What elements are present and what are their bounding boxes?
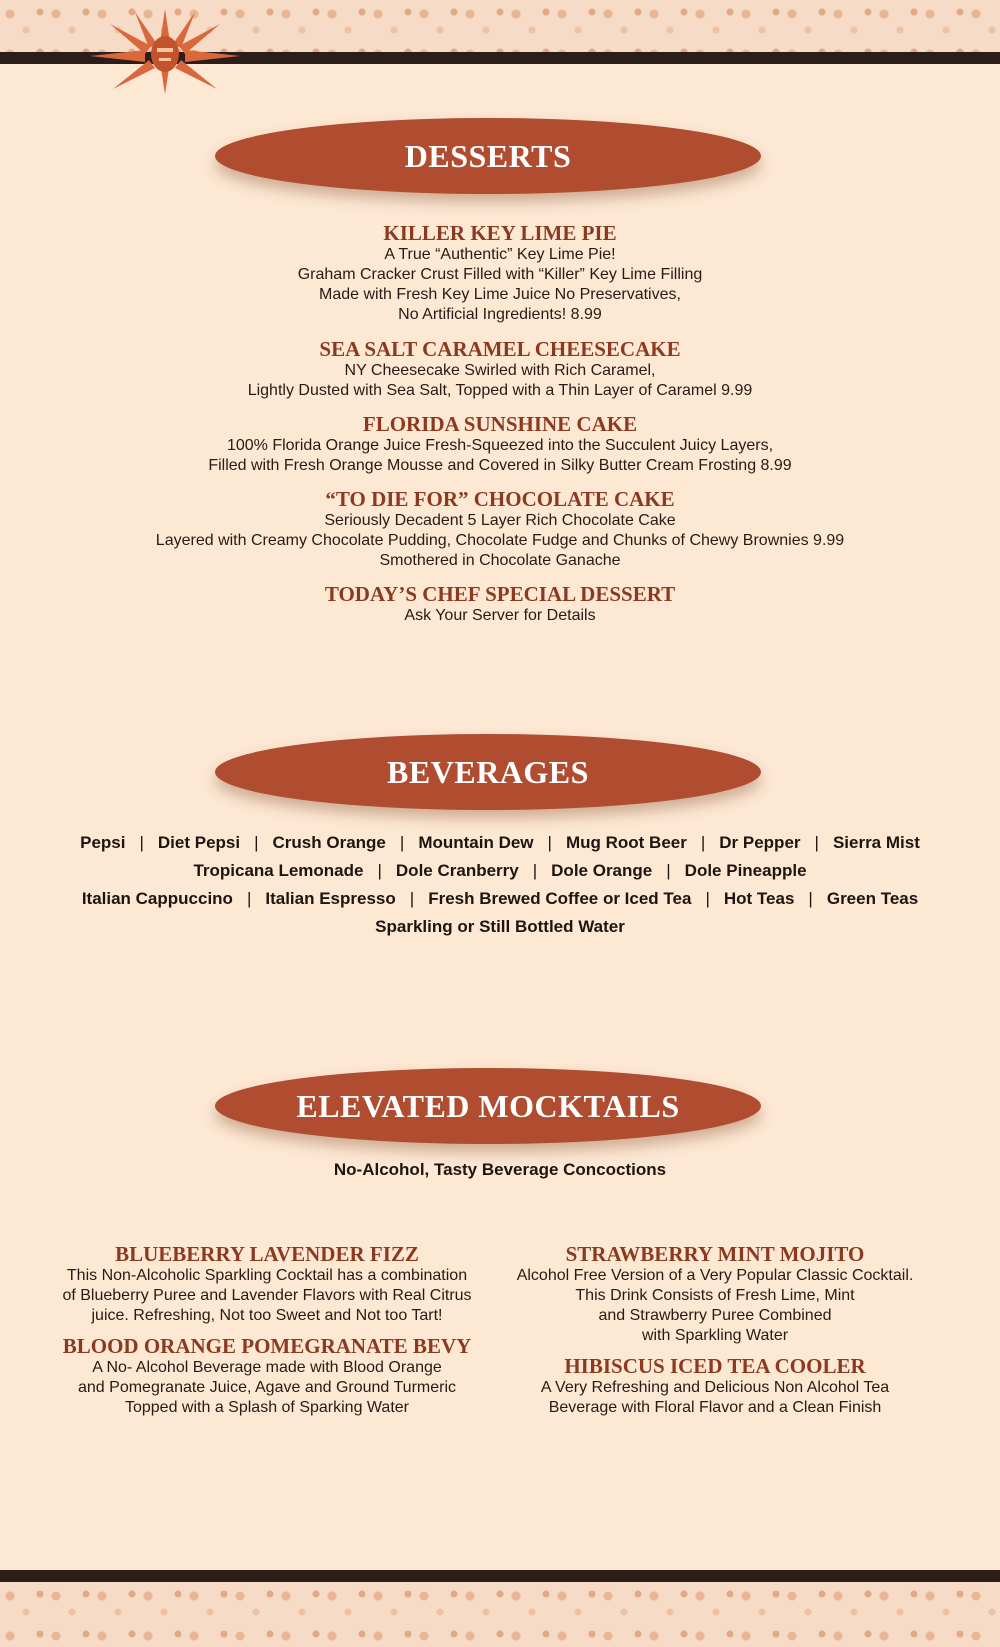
dessert-description-line: NY Cheesecake Swirled with Rich Caramel, — [344, 362, 656, 379]
beverage-item: Pepsi — [80, 833, 126, 852]
dessert-description-line: Filled with Fresh Orange Mousse and Covered in Silky Butter Cream Frosting 8.99 — [208, 457, 792, 474]
mocktail-description-line: Beverage with Floral Flavor and a Clean Finish — [548, 1399, 882, 1416]
beverage-separator: | — [254, 833, 259, 852]
beverage-separator: | — [139, 833, 144, 852]
beverage-row — [0, 829, 1000, 857]
mocktail-description-line: and Strawberry Puree Combined — [598, 1307, 832, 1324]
beverage-separator: | — [808, 889, 813, 908]
beverage-item: Sierra Mist — [832, 833, 920, 852]
dessert-title: “TO DIE FOR” CHOCOLATE CAKE — [325, 487, 675, 511]
beverage-separator: | — [377, 861, 382, 880]
dessert-title: FLORIDA SUNSHINE CAKE — [362, 412, 638, 436]
dessert-item — [0, 488, 1000, 571]
beverage-item: Sparkling or Still Bottled Water — [375, 917, 625, 936]
dessert-item — [0, 338, 1000, 401]
beverage-separator: | — [814, 833, 819, 852]
mocktail-description-line: Topped with a Splash of Sparking Water — [124, 1399, 409, 1416]
beverage-item: Dole Cranberry — [395, 861, 519, 880]
dessert-description-line: Graham Cracker Crust Filled with “Killer” Key Lime Filling — [297, 266, 703, 283]
mocktail-item — [52, 1335, 482, 1418]
beverage-item: Mug Root Beer — [565, 833, 687, 852]
tiki-sunburst-icon — [85, 4, 245, 99]
dessert-item — [0, 222, 1000, 325]
mocktail-description-line: A Very Refreshing and Delicious Non Alcohol Tea — [540, 1379, 890, 1396]
beverage-item: Hot Teas — [723, 889, 795, 908]
desserts-list — [0, 222, 1000, 638]
dessert-description-line: Seriously Decadent 5 Layer Rich Chocolate Cake — [324, 512, 676, 529]
decorative-bottom-band — [0, 1582, 1000, 1647]
dessert-description-line: Smothered in Chocolate Ganache — [379, 552, 621, 569]
dessert-item — [0, 413, 1000, 476]
mocktail-title: STRAWBERRY MINT MOJITO — [565, 1242, 865, 1266]
beverage-separator: | — [547, 833, 552, 852]
dessert-description-line: Lightly Dusted with Sea Salt, Topped with a Thin Layer of Caramel 9.99 — [247, 382, 753, 399]
mocktail-description-line: juice. Refreshing, Not too Sweet and Not too Tart! — [91, 1307, 443, 1324]
beverage-item: Crush Orange — [272, 833, 386, 852]
mocktail-item — [500, 1243, 930, 1346]
beverage-item: Mountain Dew — [418, 833, 534, 852]
mocktails-left-column — [52, 1243, 482, 1427]
beverage-item: Dr Pepper — [719, 833, 801, 852]
mocktail-item — [52, 1243, 482, 1326]
mocktail-description-line: of Blueberry Puree and Lavender Flavors with Real Citrus — [62, 1287, 472, 1304]
dessert-description-line: Layered with Creamy Chocolate Pudding, Chocolate Fudge and Chunks of Chewy Brownies 9.99 — [155, 532, 845, 549]
dessert-description-line: No Artificial Ingredients! 8.99 — [398, 306, 602, 323]
mocktail-description-line: with Sparkling Water — [641, 1327, 789, 1344]
beverage-row — [0, 857, 1000, 885]
mocktails-heading: ELEVATED MOCKTAILS — [215, 1068, 761, 1144]
dessert-description-line: Made with Fresh Key Lime Juice No Preservatives, — [319, 286, 681, 303]
beverage-row — [0, 885, 1000, 913]
mocktail-description-line: and Pomegranate Juice, Agave and Ground Turmeric — [78, 1379, 456, 1396]
beverage-item: Tropicana Lemonade — [193, 861, 364, 880]
dessert-item — [0, 583, 1000, 626]
mocktail-description-line: This Non-Alcoholic Sparkling Cocktail has a combination — [66, 1267, 468, 1284]
beverage-separator: | — [399, 833, 405, 852]
beverage-separator: | — [246, 889, 252, 908]
beverage-separator: | — [409, 889, 415, 908]
dessert-title: SEA SALT CARAMEL CHEESECAKE — [319, 337, 681, 361]
beverage-separator: | — [532, 861, 538, 880]
dessert-description-line: 100% Florida Orange Juice Fresh-Squeezed into the Succulent Juicy Layers, — [226, 437, 774, 454]
beverage-separator: | — [666, 861, 671, 880]
beverage-separator: | — [705, 889, 710, 908]
mocktails-subtitle: No-Alcohol, Tasty Beverage Concoctions — [333, 1160, 667, 1179]
beverage-item: Diet Pepsi — [157, 833, 241, 852]
beverage-item: Dole Pineapple — [684, 861, 807, 880]
mocktail-title: BLOOD ORANGE POMEGRANATE BEVY — [62, 1334, 472, 1358]
dessert-description-line: A True “Authentic” Key Lime Pie! — [384, 246, 616, 263]
beverages-heading: BEVERAGES — [215, 734, 761, 810]
mocktail-item — [500, 1355, 930, 1418]
mocktail-description-line: A No- Alcohol Beverage made with Blood Orange — [92, 1359, 442, 1376]
mocktail-title: HIBISCUS ICED TEA COOLER — [564, 1354, 866, 1378]
beverage-item: Green Teas — [826, 889, 919, 908]
mocktail-description-line: This Drink Consists of Fresh Lime, Mint — [575, 1287, 855, 1304]
mocktail-description-line: Alcohol Free Version of a Very Popular Classic Cocktail. — [516, 1267, 914, 1284]
beverage-item: Italian Cappuccino — [81, 889, 233, 908]
beverage-item: Italian Espresso — [265, 889, 396, 908]
dessert-title: KILLER KEY LIME PIE — [383, 221, 617, 245]
beverages-list — [0, 829, 1000, 941]
mocktail-title: BLUEBERRY LAVENDER FIZZ — [115, 1242, 419, 1266]
dessert-title: TODAY’S CHEF SPECIAL DESSERT — [324, 582, 676, 606]
beverage-row — [0, 913, 1000, 941]
dessert-description-line: Ask Your Server for Details — [404, 607, 596, 624]
beverage-item: Fresh Brewed Coffee or Iced Tea — [428, 889, 692, 908]
desserts-heading: DESSERTS — [215, 118, 761, 194]
beverage-item: Dole Orange — [551, 861, 653, 880]
bottom-divider-bar — [0, 1570, 1000, 1582]
mocktails-right-column — [500, 1243, 930, 1427]
beverage-separator: | — [700, 833, 706, 852]
